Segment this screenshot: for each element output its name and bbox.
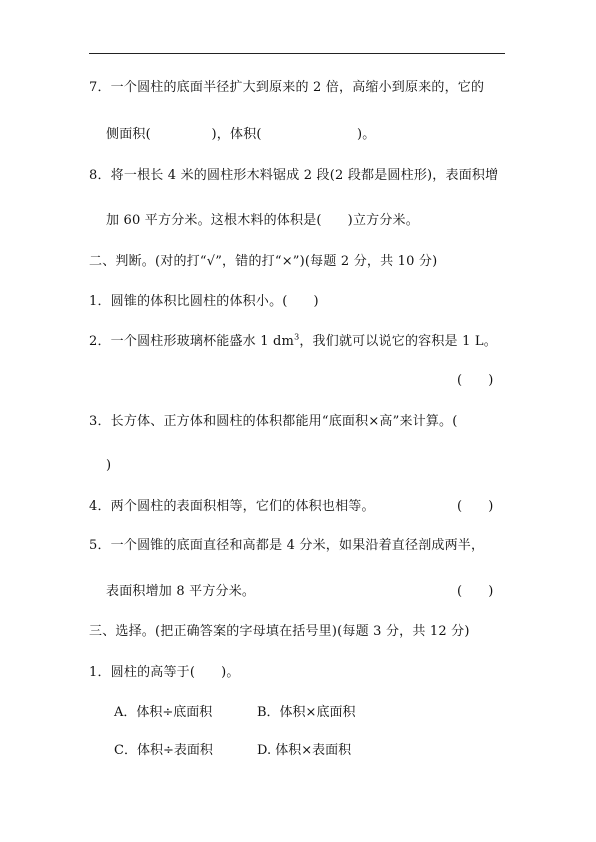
- choice-option-d: D. 体积×表面积: [257, 743, 352, 758]
- q8-line1: 8．将一根长 4 米的圆柱形木料锯成 2 段(2 段都是圆柱形)，表面积增: [89, 168, 499, 183]
- q7-line1: 7．一个圆柱的底面半径扩大到原来的 2 倍，高缩小到原来的，它的: [89, 80, 485, 95]
- choice-option-b: B．体积×底面积: [257, 705, 356, 720]
- judge-item-5-line2: 表面积增加 8 平方分米。: [106, 584, 256, 599]
- section3-heading: 三、选择。(把正确答案的字母填在括号里)(每题 3 分，共 12 分): [89, 624, 470, 639]
- judge-item-2-text: 2．一个圆柱形玻璃杯能盛水 1 dm: [89, 334, 295, 349]
- header-rule: [89, 53, 505, 54]
- judge-item-3-line2: ): [106, 458, 112, 473]
- judge-item-3-line1: 3．长方体、正方体和圆柱的体积都能用“底面积×高”来计算。(: [89, 414, 458, 429]
- judge-item-4-bracket: ( ): [457, 499, 494, 514]
- q7-line2: 侧面积( )，体积( )。: [106, 127, 376, 142]
- superscript-3: 3: [294, 332, 300, 342]
- judge-item-5-line1: 5．一个圆锥的底面直径和高都是 4 分米，如果沿着直径剖成两半，: [89, 538, 485, 553]
- judge-item-1: 1．圆锥的体积比圆柱的体积小。( ): [89, 294, 319, 309]
- judge-item-2-bracket: ( ): [457, 373, 494, 388]
- judge-item-2-text-after: ，我们就可以说它的容积是 1 L。: [299, 334, 497, 349]
- choice-option-c: C．体积÷表面积: [114, 743, 213, 758]
- choice-q1-stem: 1．圆柱的高等于( )。: [89, 665, 240, 680]
- choice-option-a: A．体积÷底面积: [114, 705, 213, 720]
- judge-item-2: [89, 334, 497, 350]
- q8-line2: 加 60 平方分米。这根木料的体积是( )立方分米。: [106, 213, 419, 228]
- judge-item-4: 4．两个圆柱的表面积相等，它们的体积也相等。: [89, 499, 375, 514]
- judge-item-5-bracket: ( ): [457, 584, 494, 599]
- section2-heading: 二、判断。(对的打“√”，错的打“×”)(每题 2 分，共 10 分): [89, 254, 438, 269]
